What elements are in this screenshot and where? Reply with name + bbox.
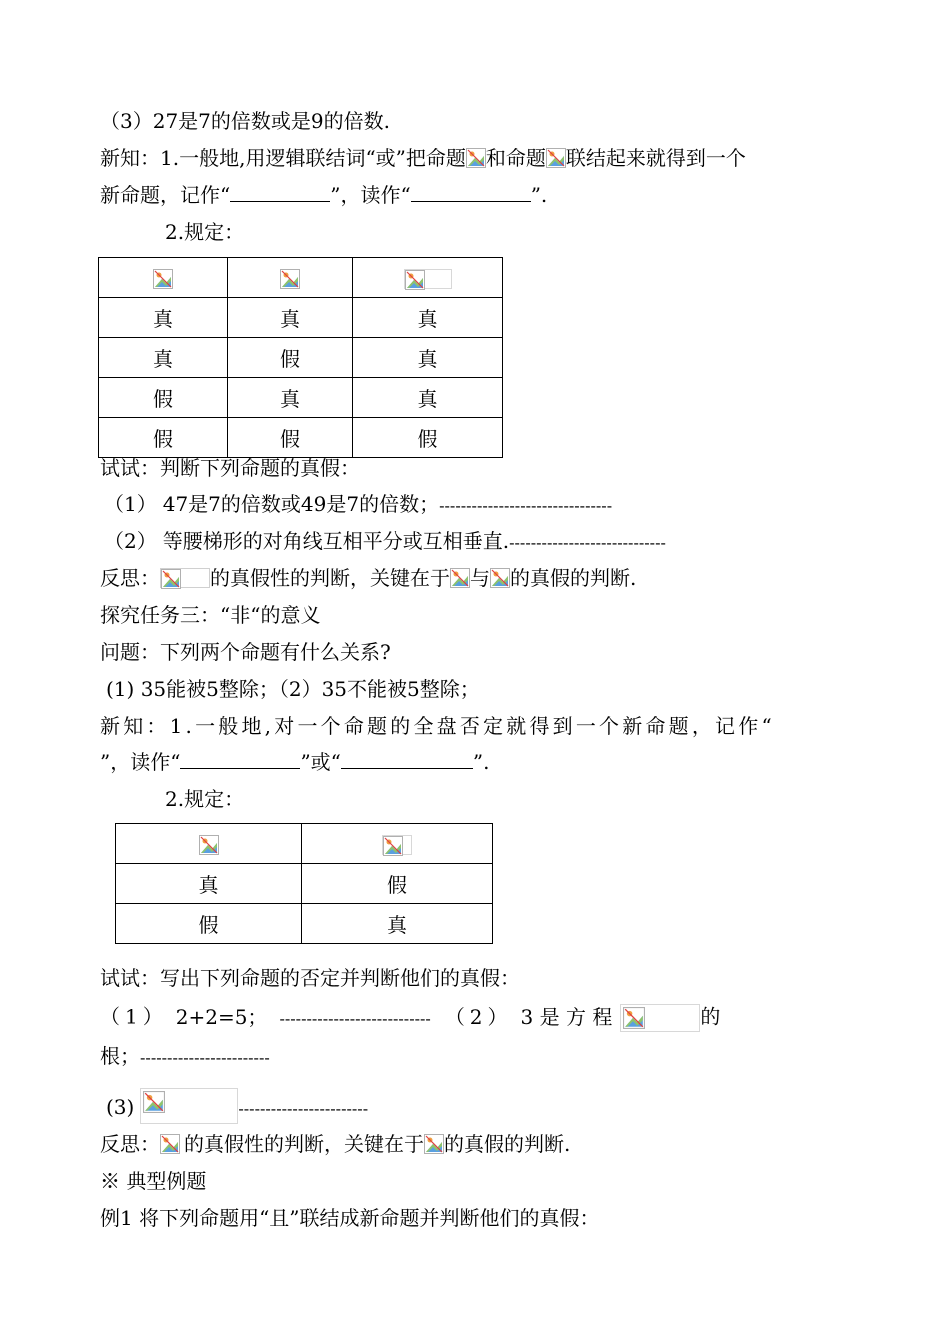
header-q: [228, 258, 353, 298]
truth-table-or: [98, 257, 503, 458]
new-knowledge-or-line2: 新命题，记作“ ”，读作“ ”.: [100, 183, 548, 207]
table-row: 真 假 真: [99, 338, 503, 378]
question-line: 问题：下列两个命题有什么关系?: [100, 640, 391, 664]
typical-examples-heading: ※ 典型例题: [100, 1169, 207, 1193]
try1-question-2: （2） 等腰梯形的对角线互相平分或互相垂直.-----------------------------: [104, 529, 666, 553]
answer-dashes[interactable]: -----------------------------: [509, 533, 666, 552]
header-p-or-q: [353, 258, 503, 298]
answer-dashes[interactable]: ------------------------: [238, 1099, 369, 1118]
notation-blank[interactable]: [230, 183, 330, 202]
reading-blank[interactable]: [411, 183, 531, 202]
q-image-icon: [280, 269, 300, 289]
reading-blank-1[interactable]: [180, 750, 300, 769]
example-1: 例1 将下列命题用“且”联结成新命题并判断他们的真假：: [100, 1206, 600, 1230]
table-row: 真 真 真: [99, 298, 503, 338]
try-heading-2: 试试：写出下列命题的否定并判断他们的真假：: [100, 966, 520, 990]
proposition-q-image-icon: [546, 148, 566, 168]
new-knowledge-or-line1: 新知：1.一般地,用逻辑联结词“或”把命题 和命题 联结起来就得到一个: [100, 146, 746, 170]
try2-question-1-2: （1） 2+2=5； ---------------------------- （2） 3 是 方 程 的: [100, 1004, 720, 1032]
propositions-line: (1) 35能被5整除；（2）35不能被5整除；: [106, 677, 480, 701]
try1-question-1: （1） 47是7的倍数或49是7的倍数；--------------------------------: [104, 492, 613, 516]
p-image-icon: [153, 269, 173, 289]
equation-image-icon: [620, 1004, 700, 1032]
proposition-p-image-icon: [466, 148, 486, 168]
try2-question-2-cont: 根；------------------------: [100, 1044, 270, 1068]
reflection-1: 反思： 的真假性的判断，关键在于 与 的真假的判断.: [100, 566, 637, 590]
header-not-p: [302, 824, 493, 864]
not-p-image-icon: [382, 835, 412, 855]
answer-dashes[interactable]: --------------------------------: [439, 496, 613, 515]
new-knowledge-not-line2: ”，读作“ ”或“ ”.: [100, 750, 490, 774]
p-or-q-image-icon: [160, 568, 210, 588]
truth-table-not: [115, 823, 493, 944]
p-image-icon: [450, 568, 470, 588]
table-row: 假 真: [116, 904, 493, 944]
answer-dashes[interactable]: ----------------------------: [279, 1008, 431, 1028]
answer-dashes[interactable]: ------------------------: [140, 1048, 270, 1067]
try2-question-3: (3) ------------------------: [106, 1088, 368, 1124]
reading-blank-2[interactable]: [341, 750, 473, 769]
reflection-2: 反思： 的真假性的判断，关键在于 的真假的判断.: [100, 1132, 571, 1156]
q-image-icon: [490, 568, 510, 588]
new-knowledge-not-line1: 新知：1.一般地,对一个命题的全盘否定就得到一个新命题，记作“: [100, 714, 775, 738]
not-p-image-icon: [160, 1134, 184, 1154]
table-row: 假 真 真: [99, 378, 503, 418]
line-or-example-3: （3）27是7的倍数或是9的倍数.: [100, 109, 390, 133]
p-image-icon: [424, 1134, 444, 1154]
task-3-heading: 探究任务三：“非“的意义: [100, 603, 321, 627]
try-heading-1: 试试：判断下列命题的真假：: [100, 456, 360, 480]
rule-heading-1: 2.规定：: [165, 220, 245, 244]
rule-heading-2: 2.规定：: [165, 787, 245, 811]
header-p: [99, 258, 228, 298]
proposition-image-icon: [140, 1088, 238, 1124]
p-or-q-image-icon: [404, 269, 452, 289]
header-p: [116, 824, 302, 864]
table-row: 真 假: [116, 864, 493, 904]
table-row: 假 假 假: [99, 418, 503, 458]
p-image-icon: [199, 835, 219, 855]
